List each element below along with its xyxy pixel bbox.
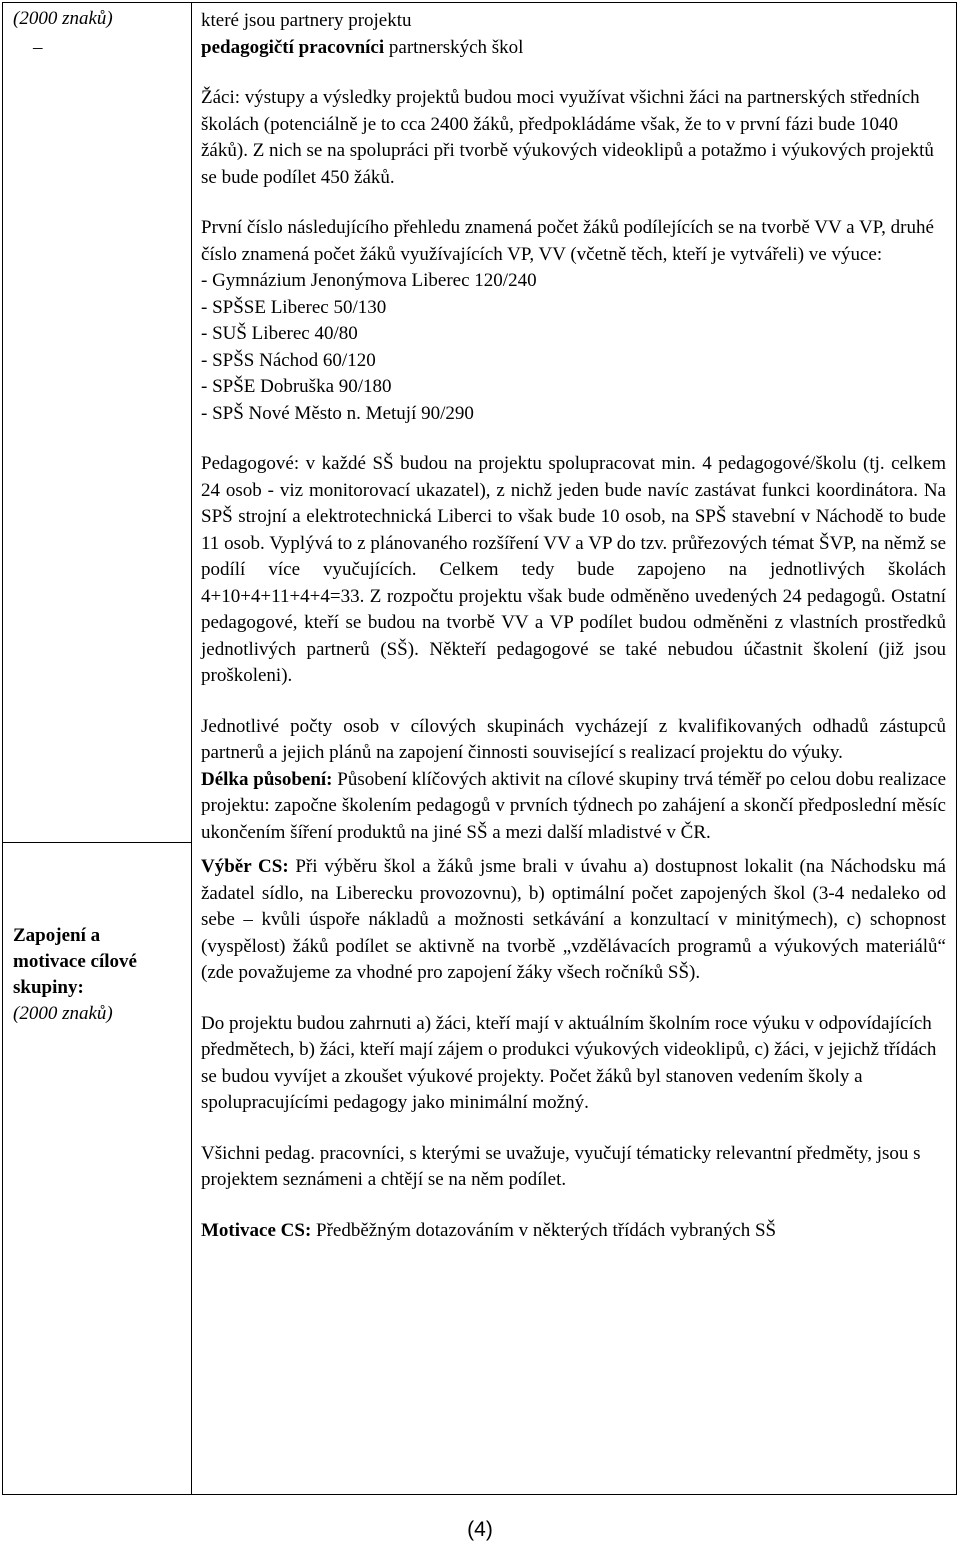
content-table — [2, 2, 957, 1495]
selection-label: Výběr CS: — [201, 856, 289, 877]
dash-item-bold: pedagogičtí pracovníci — [201, 36, 385, 58]
counts-paragraph: Jednotlivé počty osob v cílových skupinách vycházejí z kvalifikovaných odhadů zástupců partnerů a jejich plánů na zapojení činnosti související s realizací projektu do výuky. — [201, 715, 946, 763]
school-item: - SPŠ Nové Město n. Metují 90/290 — [201, 402, 474, 424]
duration-paragraph — [201, 767, 946, 847]
duration-label: Délka působení: — [201, 768, 333, 790]
row-divider — [3, 842, 191, 843]
motivation-text: Předběžným dotazováním v některých třídách vybraných SŠ — [311, 1219, 777, 1241]
school-item: - SPŠE Dobruška 90/180 — [201, 376, 392, 397]
school-item: - SPŠSE Liberec 50/130 — [201, 296, 387, 318]
section-title-line-3: skupiny: — [13, 977, 84, 998]
students-paragraph: Žáci: výstupy a výsledky projektů budou moci využívat všichni žáci na partnerských středních školách (potenciálně je to cca 2400 žáků, předpokládáme však, že to v první fázi bude 1040 žáků). Z nich se na spolupráci při tvorbě výukových videoklipů a potažmo i výukových projektů se bude podílet 450 žáků. — [201, 87, 934, 188]
left-top-note: (2000 znaků) — [13, 8, 113, 29]
partners-line: které jsou partnery projektu — [201, 10, 412, 31]
section-label — [13, 923, 183, 1027]
section-title-line-2: motivace cílové — [13, 951, 137, 972]
column-divider — [191, 3, 192, 1494]
motivation-label: Motivace CS: — [201, 1219, 312, 1241]
school-item: - SUŠ Liberec 40/80 — [201, 323, 358, 344]
section-title-line-1: Zapojení a — [13, 925, 101, 946]
selection-paragraph — [201, 854, 946, 987]
school-item: - Gymnázium Jenonýmova Liberec 120/240 — [201, 270, 537, 291]
dash-item — [33, 35, 946, 62]
section-note: (2000 znaků) — [13, 1003, 113, 1024]
page-number: (4) — [467, 1518, 493, 1541]
included-paragraph: Do projektu budou zahrnuti a) žáci, kteří mají v aktuálním školním roce výuku v odpovídajících předmětech, b) žáci, kteří mají zájem o produkci výukových videoklipů, c) žáci, v jejichž třídách se budou vyvíjet a zkoušet výukové projekty. Počet žáků byl stanoven vedením školy a spolupracujícími pedagogy jako minimální možný. — [201, 1012, 937, 1113]
all-teachers-paragraph: Všichni pedag. pracovníci, s kterými se uvažuje, vyučují tématicky relevantní předměty, jsou s projektem seznámeni a chtějí se na něm podílet. — [201, 1142, 921, 1190]
motivation-paragraph — [201, 1218, 946, 1245]
selection-text: Při výběru škol a žáků jsme brali v úvahu a) dostupnost lokalit (na Náchodsku má žadatel sídlo, na Liberecku provozovnu), b) optimální počet zapojených škol (3-4 nedaleko od sebe – kvůli úspoře nákladů a možnosti setkávání a konzultací v minitýmech), c) schopnost (vyspělost) žáků podílet se aktivně na tvorbě „vzdělávacích programů a výukových materiálů“ (zde považujeme za vhodné pro zapojení žáky všech ročníků SŠ). — [201, 856, 946, 983]
dash-item-prefix: – — [33, 36, 43, 58]
teachers-paragraph: Pedagogové: v každé SŠ budou na projektu spolupracovat min. 4 pedagogové/školu (tj. celkem 24 osob - viz monitorovací ukazatel), z nichž jeden bude navíc zastávat funkci koordinátora. Na SPŠ strojní a elektrotechnická Liberci to však bude 10 osob, na SPŠ stavební v Náchodě to bude 11 osob. Vyplývá to z plánovaného rozšíření VV a VP do tzv. průřezových témat ŠVP, na němž se podílí více vyučujících. Celkem tedy bude zapojeno na jednotlivých školách 4+10+4+11+4+4=33. Z rozpočtu projektu však bude odměněno uvedených 24 pedagogů. Ostatní pedagogové, kteří se budou na tvorbě VV a VP podílet budou odměněni z vlastních prostředků jednotlivých partnerů (SŠ). Někteří pedagogové se také nebudou účastnit školení (již jsou proškoleni). — [201, 453, 946, 686]
school-item: - SPŠS Náchod 60/120 — [201, 349, 376, 371]
overview-intro: První číslo následujícího přehledu znamená počet žáků podílejících se na tvorbě VV a VP, druhé číslo znamená počet žáků využívajících VP, VV (včetně těch, kteří je vytvářeli) ve výuce: — [201, 217, 934, 265]
dash-item-rest: partnerských škol — [384, 36, 524, 58]
duration-text: Působení klíčových aktivit na cílové skupiny trvá téměř po celou dobu realizace projektu: započne školením pedagogů v prvních týdnech po zahájení a skončí předposlední měsíc ukončením šíření produktů na jiné SŠ a mezi další mladistvé v ČR. — [201, 768, 947, 843]
